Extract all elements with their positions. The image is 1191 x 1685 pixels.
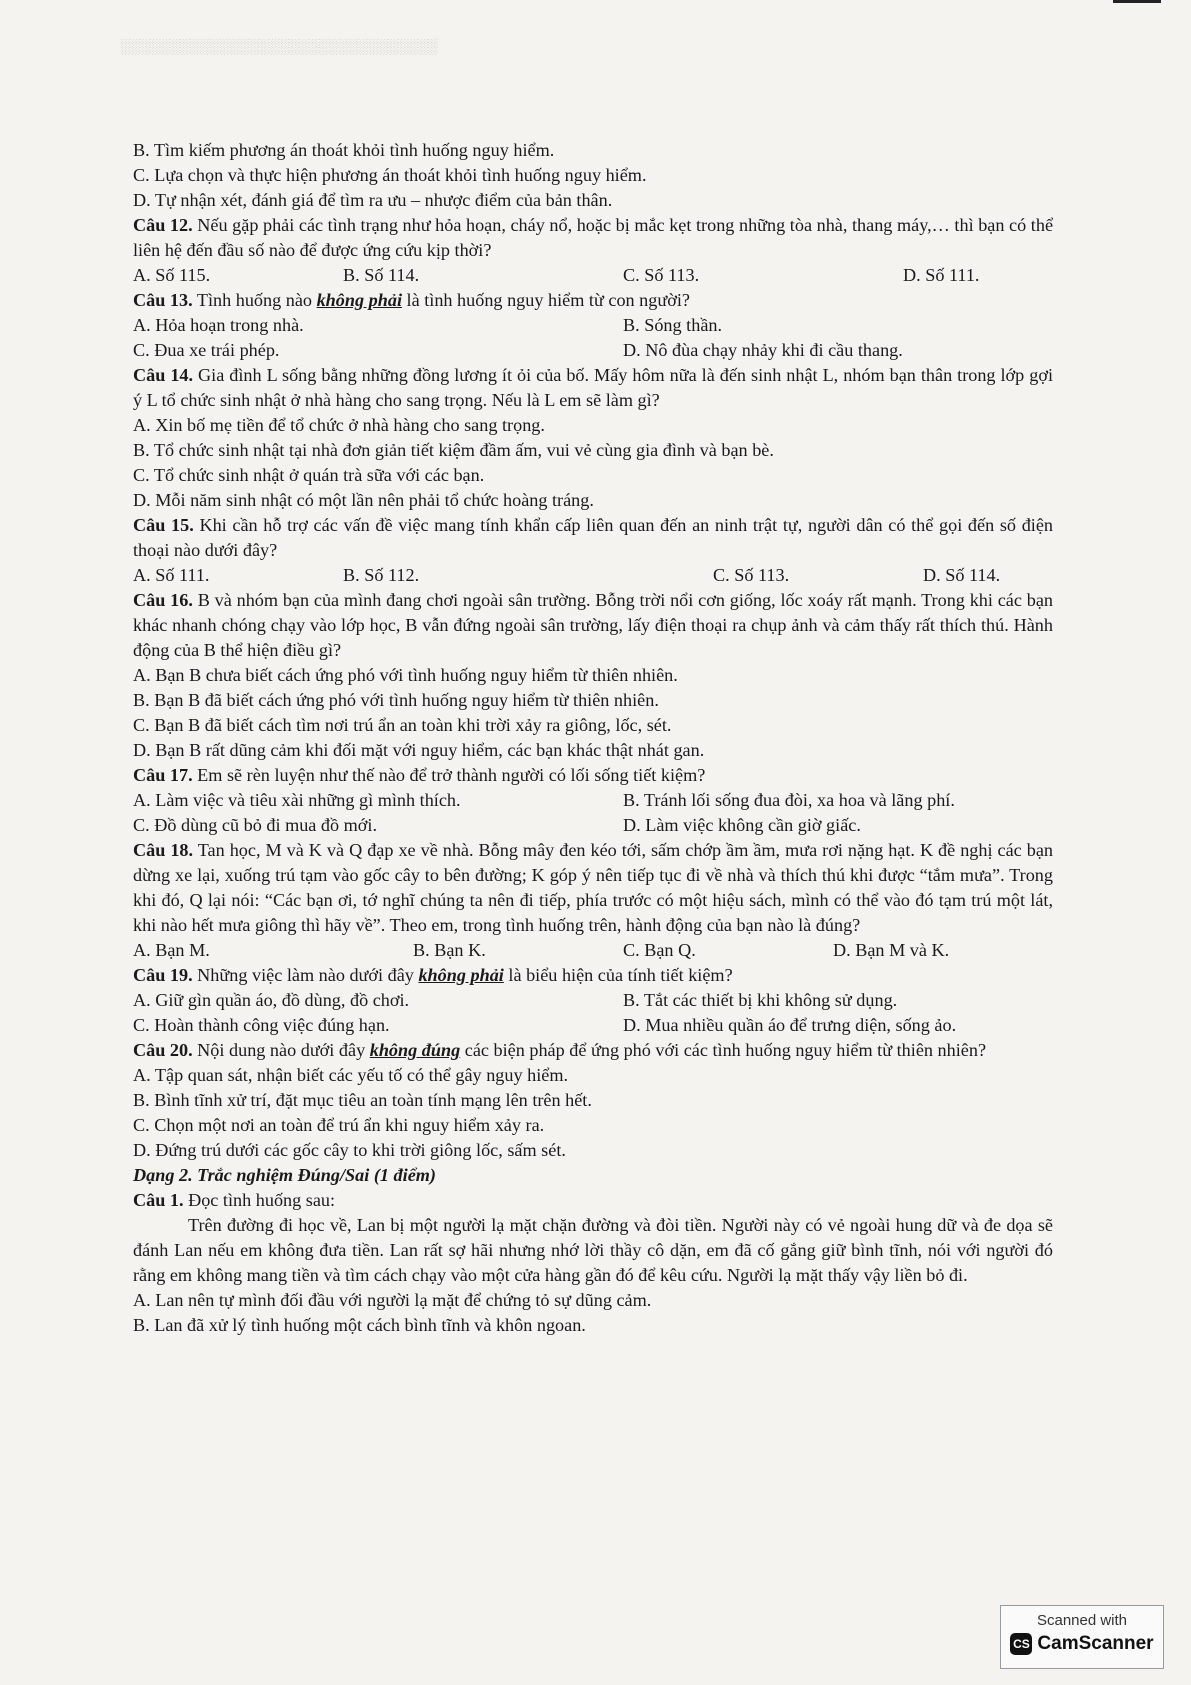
q15-option-d: D. Số 114.: [923, 565, 1001, 585]
q15-label: Câu 15.: [133, 515, 194, 535]
q15-option-c: C. Số 113.: [713, 565, 790, 585]
q12-option-c: C. Số 113.: [623, 265, 700, 285]
watermark-brand: CamScanner: [1037, 1633, 1154, 1654]
q17-options-row1: [133, 788, 1053, 813]
q15-option-b: B. Số 112.: [343, 565, 420, 585]
q13-option-a: A. Hỏa hoạn trong nhà.: [133, 315, 304, 335]
question-13: [133, 288, 1053, 313]
q14-option-d: D. Mỗi năm sinh nhật có một lần nên phải tổ chức hoàng tráng.: [133, 490, 594, 510]
question-15: [133, 513, 1053, 563]
q12-text: Nếu gặp phải các tình trạng như hỏa hoạn, cháy nổ, hoặc bị mắc kẹt trong những tòa nhà, thang máy,… thì bạn có thể liên hệ đến đầu số nào để được ứng cứu kịp thời?: [133, 215, 1054, 260]
q18-option-b: B. Bạn K.: [413, 940, 486, 960]
q11-option-b: B. Tìm kiếm phương án thoát khỏi tình huống nguy hiểm.: [133, 140, 555, 160]
q17-options-row2: [133, 813, 1053, 838]
q14-option-c: C. Tổ chức sinh nhật ở quán trà sữa với các bạn.: [133, 465, 485, 485]
q17-option-d: D. Làm việc không cần giờ giấc.: [623, 815, 861, 835]
q15-options: [133, 563, 1053, 588]
q15-text: Khi cần hỗ trợ các vấn đề việc mang tính khẩn cấp liên quan đến an ninh trật tự, người dân có thể gọi đến số điện thoại nào dưới đây?: [133, 515, 1054, 560]
situation-passage: Trên đường đi học về, Lan bị một người lạ mặt chặn đường và đòi tiền. Người này có vẻ ngoài hung dữ và đe dọa sẽ đánh Lan nếu em không đưa tiền. Lan rất sợ hãi nhưng nhớ lời thầy cô dặn, em đã cố gắng giữ bình tĩnh, nói với người đó rằng em không mang tiền và tìm cách chạy vào một cửa hàng gần đó để kêu cứu. Người lạ mặt thấy vậy liền bỏ đi.: [133, 1215, 1053, 1285]
question-12: [133, 213, 1053, 263]
camscanner-watermark: [1000, 1605, 1164, 1669]
q16-text: B và nhóm bạn của mình đang chơi ngoài sân trường. Bỗng trời nổi cơn giống, lốc xoáy rất mạnh. Trong khi các bạn khác nhanh chóng chạy vào lớp học, B vẫn đứng ngoài sân trường, lấy điện thoại ra chụp ảnh và cảm thấy rất thích thú. Hành động của B thể hiện điều gì?: [133, 590, 1054, 660]
q18-label: Câu 18.: [133, 840, 194, 860]
q14-option-b: B. Tổ chức sinh nhật tại nhà đơn giản tiết kiệm đầm ấm, vui vẻ cùng gia đình và bạn bè.: [133, 440, 774, 460]
question-19: [133, 963, 1053, 988]
q17-option-c: C. Đồ dùng cũ bỏ đi mua đồ mới.: [133, 815, 378, 835]
q13-text-before: Tình huống nào: [196, 290, 313, 310]
q16-label: Câu 16.: [133, 590, 193, 610]
q12-option-d: D. Số 111.: [903, 265, 980, 285]
question-18: [133, 838, 1053, 938]
top-edge-mark: [1113, 0, 1161, 3]
q18-option-d: D. Bạn M và K.: [833, 940, 950, 960]
section-2-heading: Dạng 2. Trắc nghiệm Đúng/Sai (1 điểm): [133, 1165, 436, 1185]
watermark-line2: [1001, 1633, 1163, 1655]
q13-options-row2: [133, 338, 1053, 363]
q18-option-c: C. Bạn Q.: [623, 940, 696, 960]
document-page: [133, 138, 1053, 1338]
statement-a: A. Lan nên tự mình đối đầu với người lạ mặt để chứng tỏ sự dũng cảm.: [133, 1290, 652, 1310]
q12-label: Câu 12.: [133, 215, 193, 235]
q20-label: Câu 20.: [133, 1040, 193, 1060]
q17-option-b: B. Tránh lối sống đua đòi, xa hoa và lãng phí.: [623, 790, 955, 810]
q13-option-c: C. Đua xe trái phép.: [133, 340, 280, 360]
q20-emphasis: không đúng: [369, 1040, 461, 1060]
q12-options: [133, 263, 1053, 288]
q14-text: Gia đình L sống bằng những đồng lương ít ỏi của bố. Mấy hôm nữa là đến sinh nhật L, nhóm bạn thân trong lớp gợi ý L tổ chức sinh nhật ở nhà hàng cho sang trọng. Nếu là L em sẽ làm gì?: [133, 365, 1054, 410]
q14-label: Câu 14.: [133, 365, 194, 385]
q17-text: Em sẽ rèn luyện như thế nào để trở thành người có lối sống tiết kiệm?: [197, 765, 706, 785]
question-14: [133, 363, 1053, 413]
bleed-through-text: ░░░░░░░░░░░░░░░░░░░░░░░░░░░░░░░░: [120, 40, 438, 55]
section-2-question-1: [133, 1188, 1053, 1213]
question-17: [133, 763, 1053, 788]
q20-option-c: C. Chọn một nơi an toàn để trú ẩn khi nguy hiểm xảy ra.: [133, 1115, 545, 1135]
q19-emphasis: không phải: [418, 965, 504, 985]
q20-option-a: A. Tập quan sát, nhận biết các yếu tố có thể gây nguy hiểm.: [133, 1065, 569, 1085]
q14-option-a: A. Xin bố mẹ tiền để tổ chức ở nhà hàng cho sang trọng.: [133, 415, 545, 435]
q13-options-row1: [133, 313, 1053, 338]
q19-option-c: C. Hoàn thành công việc đúng hạn.: [133, 1015, 390, 1035]
question-20: [133, 1038, 1053, 1063]
q19-option-d: D. Mua nhiều quần áo để trưng diện, sống ảo.: [623, 1015, 957, 1035]
q19-label: Câu 19.: [133, 965, 193, 985]
q11-option-d: D. Tự nhận xét, đánh giá để tìm ra ưu – nhược điểm của bản thân.: [133, 190, 613, 210]
q18-text: Tan học, M và K và Q đạp xe về nhà. Bỗng mây đen kéo tới, sấm chớp ầm ầm, mưa rơi nặng hạt. K đề nghị các bạn dừng xe lại, xuống trú tạm vào gốc cây to bên đường; K góp ý nên tiếp tục đi về nhà và thích thú khi được “tắm mưa”. Trong khi đó, Q lại nói: “Các bạn ơi, tớ nghĩ chúng ta nên đi tiếp, phía trước có một hiệu sách, mình có thể vào đó tạm trú một lát, khi nào hết mưa giông thì hãy về”. Theo em, trong tình huống trên, hành động của bạn nào là đúng?: [133, 840, 1053, 935]
s2-q1-label: Câu 1.: [133, 1190, 184, 1210]
statement-b: B. Lan đã xử lý tình huống một cách bình tĩnh và khôn ngoan.: [133, 1315, 586, 1335]
q20-text-before: Nội dung nào dưới đây: [197, 1040, 366, 1060]
q16-option-d: D. Bạn B rất dũng cảm khi đối mặt với nguy hiểm, các bạn khác thật nhát gan.: [133, 740, 705, 760]
q15-option-a: A. Số 111.: [133, 565, 210, 585]
q16-option-c: C. Bạn B đã biết cách tìm nơi trú ẩn an toàn khi trời xảy ra giông, lốc, sét.: [133, 715, 672, 735]
q18-options: [133, 938, 1053, 963]
s2-q1-text: Đọc tình huống sau:: [188, 1190, 336, 1210]
q11-option-c: C. Lựa chọn và thực hiện phương án thoát khỏi tình huống nguy hiểm.: [133, 165, 647, 185]
q16-option-a: A. Bạn B chưa biết cách ứng phó với tình huống nguy hiểm từ thiên nhiên.: [133, 665, 678, 685]
q20-text-after: các biện pháp để ứng phó với các tình huống nguy hiểm từ thiên nhiên?: [464, 1040, 987, 1060]
q19-text-after: là biểu hiện của tính tiết kiệm?: [508, 965, 733, 985]
q18-option-a: A. Bạn M.: [133, 940, 210, 960]
q19-options-row2: [133, 1013, 1053, 1038]
q19-text-before: Những việc làm nào dưới đây: [197, 965, 414, 985]
q13-text-after: là tình huống nguy hiểm từ con người?: [406, 290, 690, 310]
q13-option-d: D. Nô đùa chạy nhảy khi đi cầu thang.: [623, 340, 903, 360]
q20-option-d: D. Đứng trú dưới các gốc cây to khi trời giông lốc, sấm sét.: [133, 1140, 566, 1160]
q17-option-a: A. Làm việc và tiêu xài những gì mình thích.: [133, 790, 461, 810]
q13-emphasis: không phải: [316, 290, 402, 310]
camscanner-logo-icon: CS: [1010, 1633, 1032, 1655]
q17-label: Câu 17.: [133, 765, 193, 785]
q19-option-b: B. Tắt các thiết bị khi không sử dụng.: [623, 990, 898, 1010]
q20-option-b: B. Bình tĩnh xử trí, đặt mục tiêu an toàn tính mạng lên trên hết.: [133, 1090, 592, 1110]
q19-option-a: A. Giữ gìn quần áo, đồ dùng, đồ chơi.: [133, 990, 410, 1010]
watermark-line1: Scanned with: [1036, 1612, 1128, 1629]
q19-options-row1: [133, 988, 1053, 1013]
question-16: [133, 588, 1053, 663]
q12-option-a: A. Số 115.: [133, 265, 211, 285]
q12-option-b: B. Số 114.: [343, 265, 420, 285]
q16-option-b: B. Bạn B đã biết cách ứng phó với tình huống nguy hiểm từ thiên nhiên.: [133, 690, 659, 710]
q13-label: Câu 13.: [133, 290, 193, 310]
q13-option-b: B. Sóng thần.: [623, 315, 723, 335]
